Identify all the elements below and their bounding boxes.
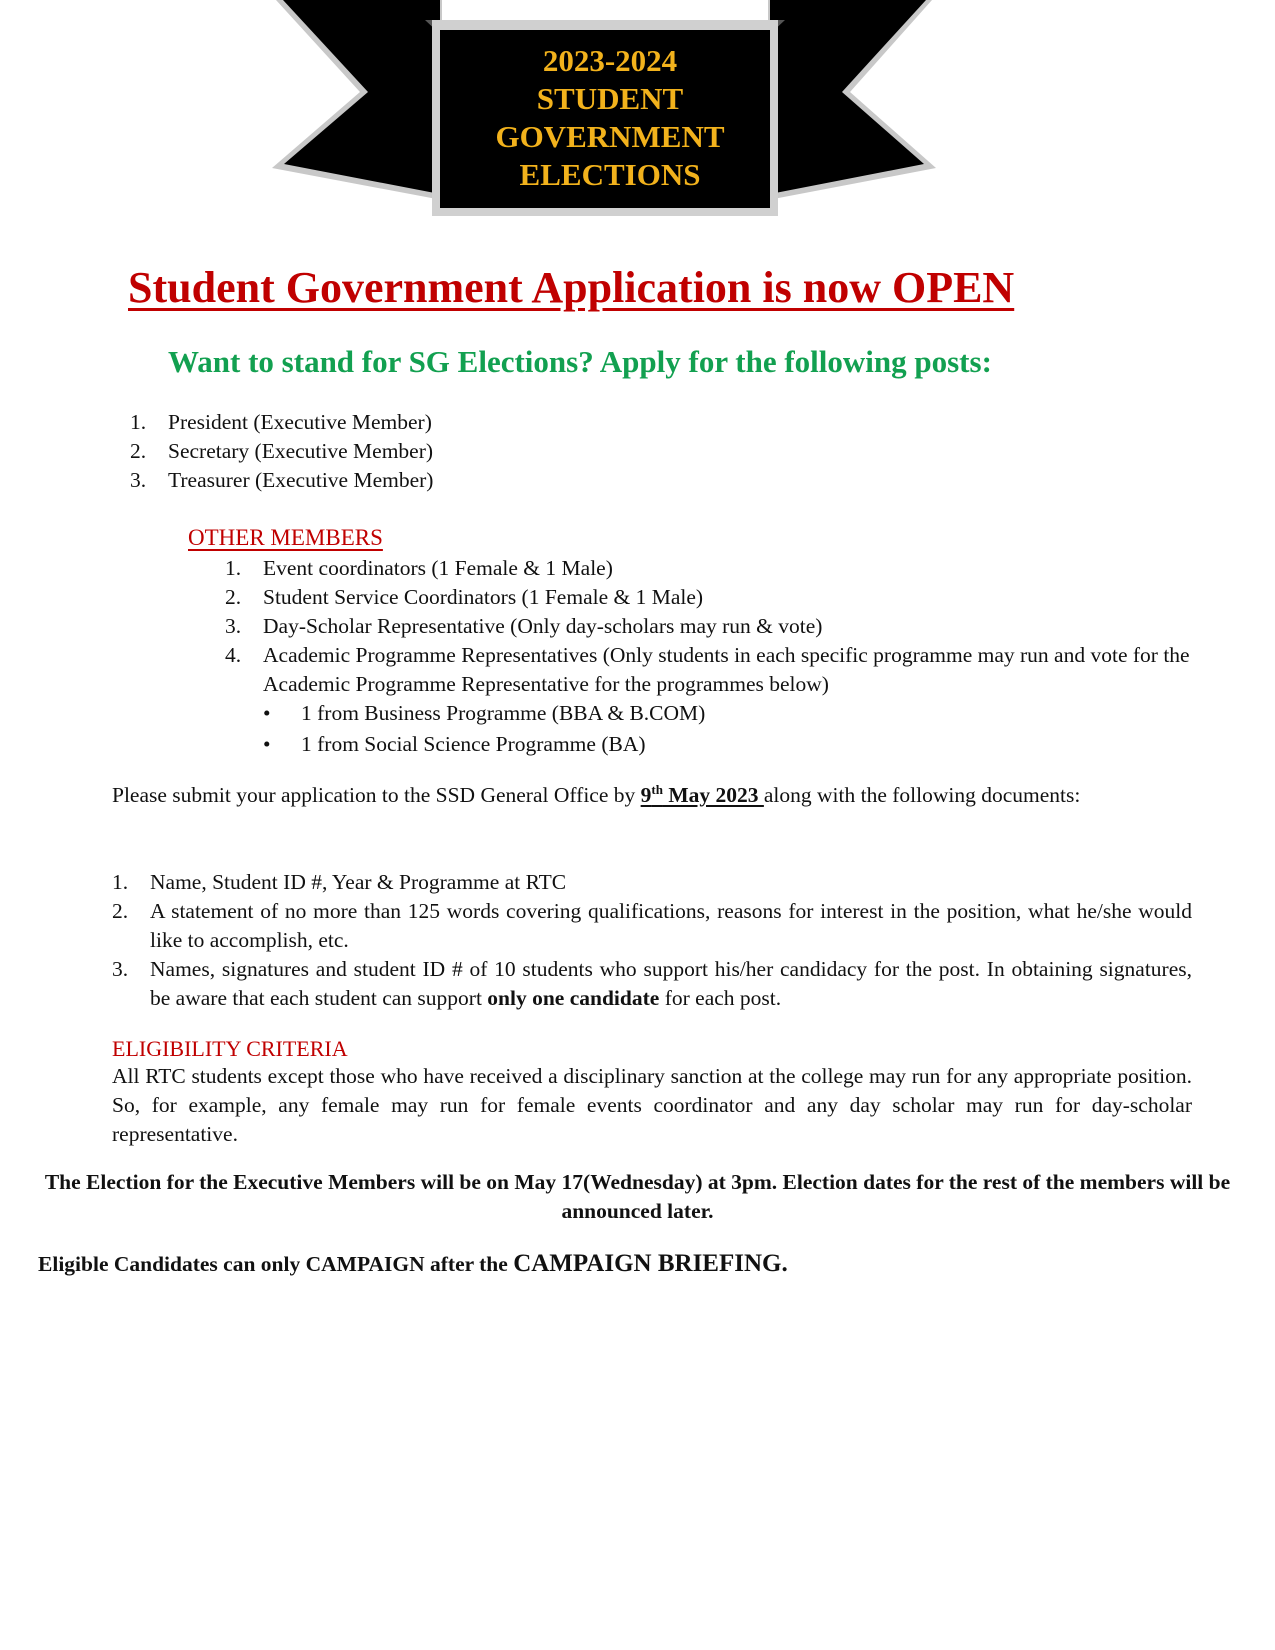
list-item-text: Day-Scholar Representative (Only day-scholars may run & vote) <box>263 614 823 638</box>
campaign-briefing-text: CAMPAIGN BRIEFING. <box>513 1250 788 1277</box>
list-number: 1. <box>130 410 147 434</box>
list-item-text: Student Service Coordinators (1 Female & 1 Male) <box>263 585 704 609</box>
list-item <box>130 466 433 495</box>
submission-text: Please submit your application to the SSD General Office by <box>112 783 641 807</box>
bullet-icon: • <box>263 732 271 756</box>
submission-text-after: along with the following documents: <box>763 783 1081 807</box>
list-item-text: Treasurer (Executive Member) <box>168 468 434 492</box>
list-item-text: Academic Programme Representatives (Only students in each specific programme may run and vote for the Academic Programme Representative for the programmes below) <box>263 643 1190 696</box>
deadline-day: 9 <box>640 783 652 807</box>
deadline-suffix: th <box>651 781 663 797</box>
campaign-text: Eligible Candidates can only CAMPAIGN after the <box>38 1252 514 1276</box>
bullet-icon: • <box>263 701 271 725</box>
list-number: 3. <box>112 957 129 981</box>
eligibility-heading: ELIGIBILITY CRITERIA <box>112 1036 348 1061</box>
programme-sub-list <box>263 698 705 760</box>
list-item <box>225 612 1192 641</box>
election-notice: The Election for the Executive Members will be on May 17(Wednesday) at 3pm. Election dates for the rest of the members will be announced later. <box>44 1170 1231 1223</box>
eligibility-paragraph: All RTC students except those who have received a disciplinary sanction at the college may run for any appropriate position. So, for example, any female may run for female events coordinator and any day scholar may run for day-scholar representative. <box>112 1064 1192 1146</box>
other-members-heading: OTHER MEMBERS <box>188 525 383 550</box>
list-item <box>263 729 705 760</box>
list-number: 4. <box>225 643 242 667</box>
list-number: 2. <box>112 899 129 923</box>
list-number: 3. <box>130 468 147 492</box>
banner-line-student: STUDENT <box>536 81 684 116</box>
list-item <box>130 408 433 437</box>
list-item-text: Name, Student ID #, Year & Programme at RTC <box>150 870 567 894</box>
list-number: 1. <box>225 556 242 580</box>
banner-line-government: GOVERNMENT <box>495 119 725 154</box>
list-item-text: Event coordinators (1 Female & 1 Male) <box>263 556 613 580</box>
other-members-list <box>225 554 1192 699</box>
banner-line-year: 2023-2024 <box>542 43 678 78</box>
submission-paragraph <box>112 781 1192 810</box>
list-item <box>225 583 1192 612</box>
banner-title <box>440 42 780 194</box>
list-item-text-after: for each post. <box>659 986 782 1010</box>
list-item <box>263 698 705 729</box>
executive-posts-list <box>130 408 433 495</box>
page-headline: Student Government Application is now OPEN <box>128 263 1015 312</box>
list-item <box>112 868 1192 897</box>
list-item-text: President (Executive Member) <box>168 410 432 434</box>
campaign-notice <box>38 1250 788 1278</box>
list-item-text: 1 from Business Programme (BBA & B.COM) <box>301 701 706 725</box>
list-item <box>225 641 1192 699</box>
list-item <box>112 955 1192 1013</box>
page-subheadline: Want to stand for SG Elections? Apply for the following posts: <box>168 344 992 379</box>
required-documents-list <box>112 868 1192 1013</box>
emphasis-text: only one candidate <box>487 986 660 1010</box>
list-number: 2. <box>225 585 242 609</box>
list-item <box>225 554 1192 583</box>
submission-deadline <box>641 783 764 807</box>
list-item-text: Names, signatures and student ID # of 10 students who support his/her candidacy for the post. In obtaining signatures, be aware that each student can support <box>150 957 1192 1010</box>
list-item-text: A statement of no more than 125 words covering qualifications, reasons for interest in the position, what he/she would like to accomplish, etc. <box>150 899 1192 952</box>
list-number: 3. <box>225 614 242 638</box>
banner-line-elections: ELECTIONS <box>519 157 701 192</box>
list-item <box>112 897 1192 955</box>
deadline-month-year: May 2023 <box>662 783 764 807</box>
list-item-text: Secretary (Executive Member) <box>168 439 434 463</box>
list-item-text: 1 from Social Science Programme (BA) <box>301 732 646 756</box>
list-item <box>130 437 433 466</box>
list-number: 1. <box>112 870 129 894</box>
list-number: 2. <box>130 439 147 463</box>
